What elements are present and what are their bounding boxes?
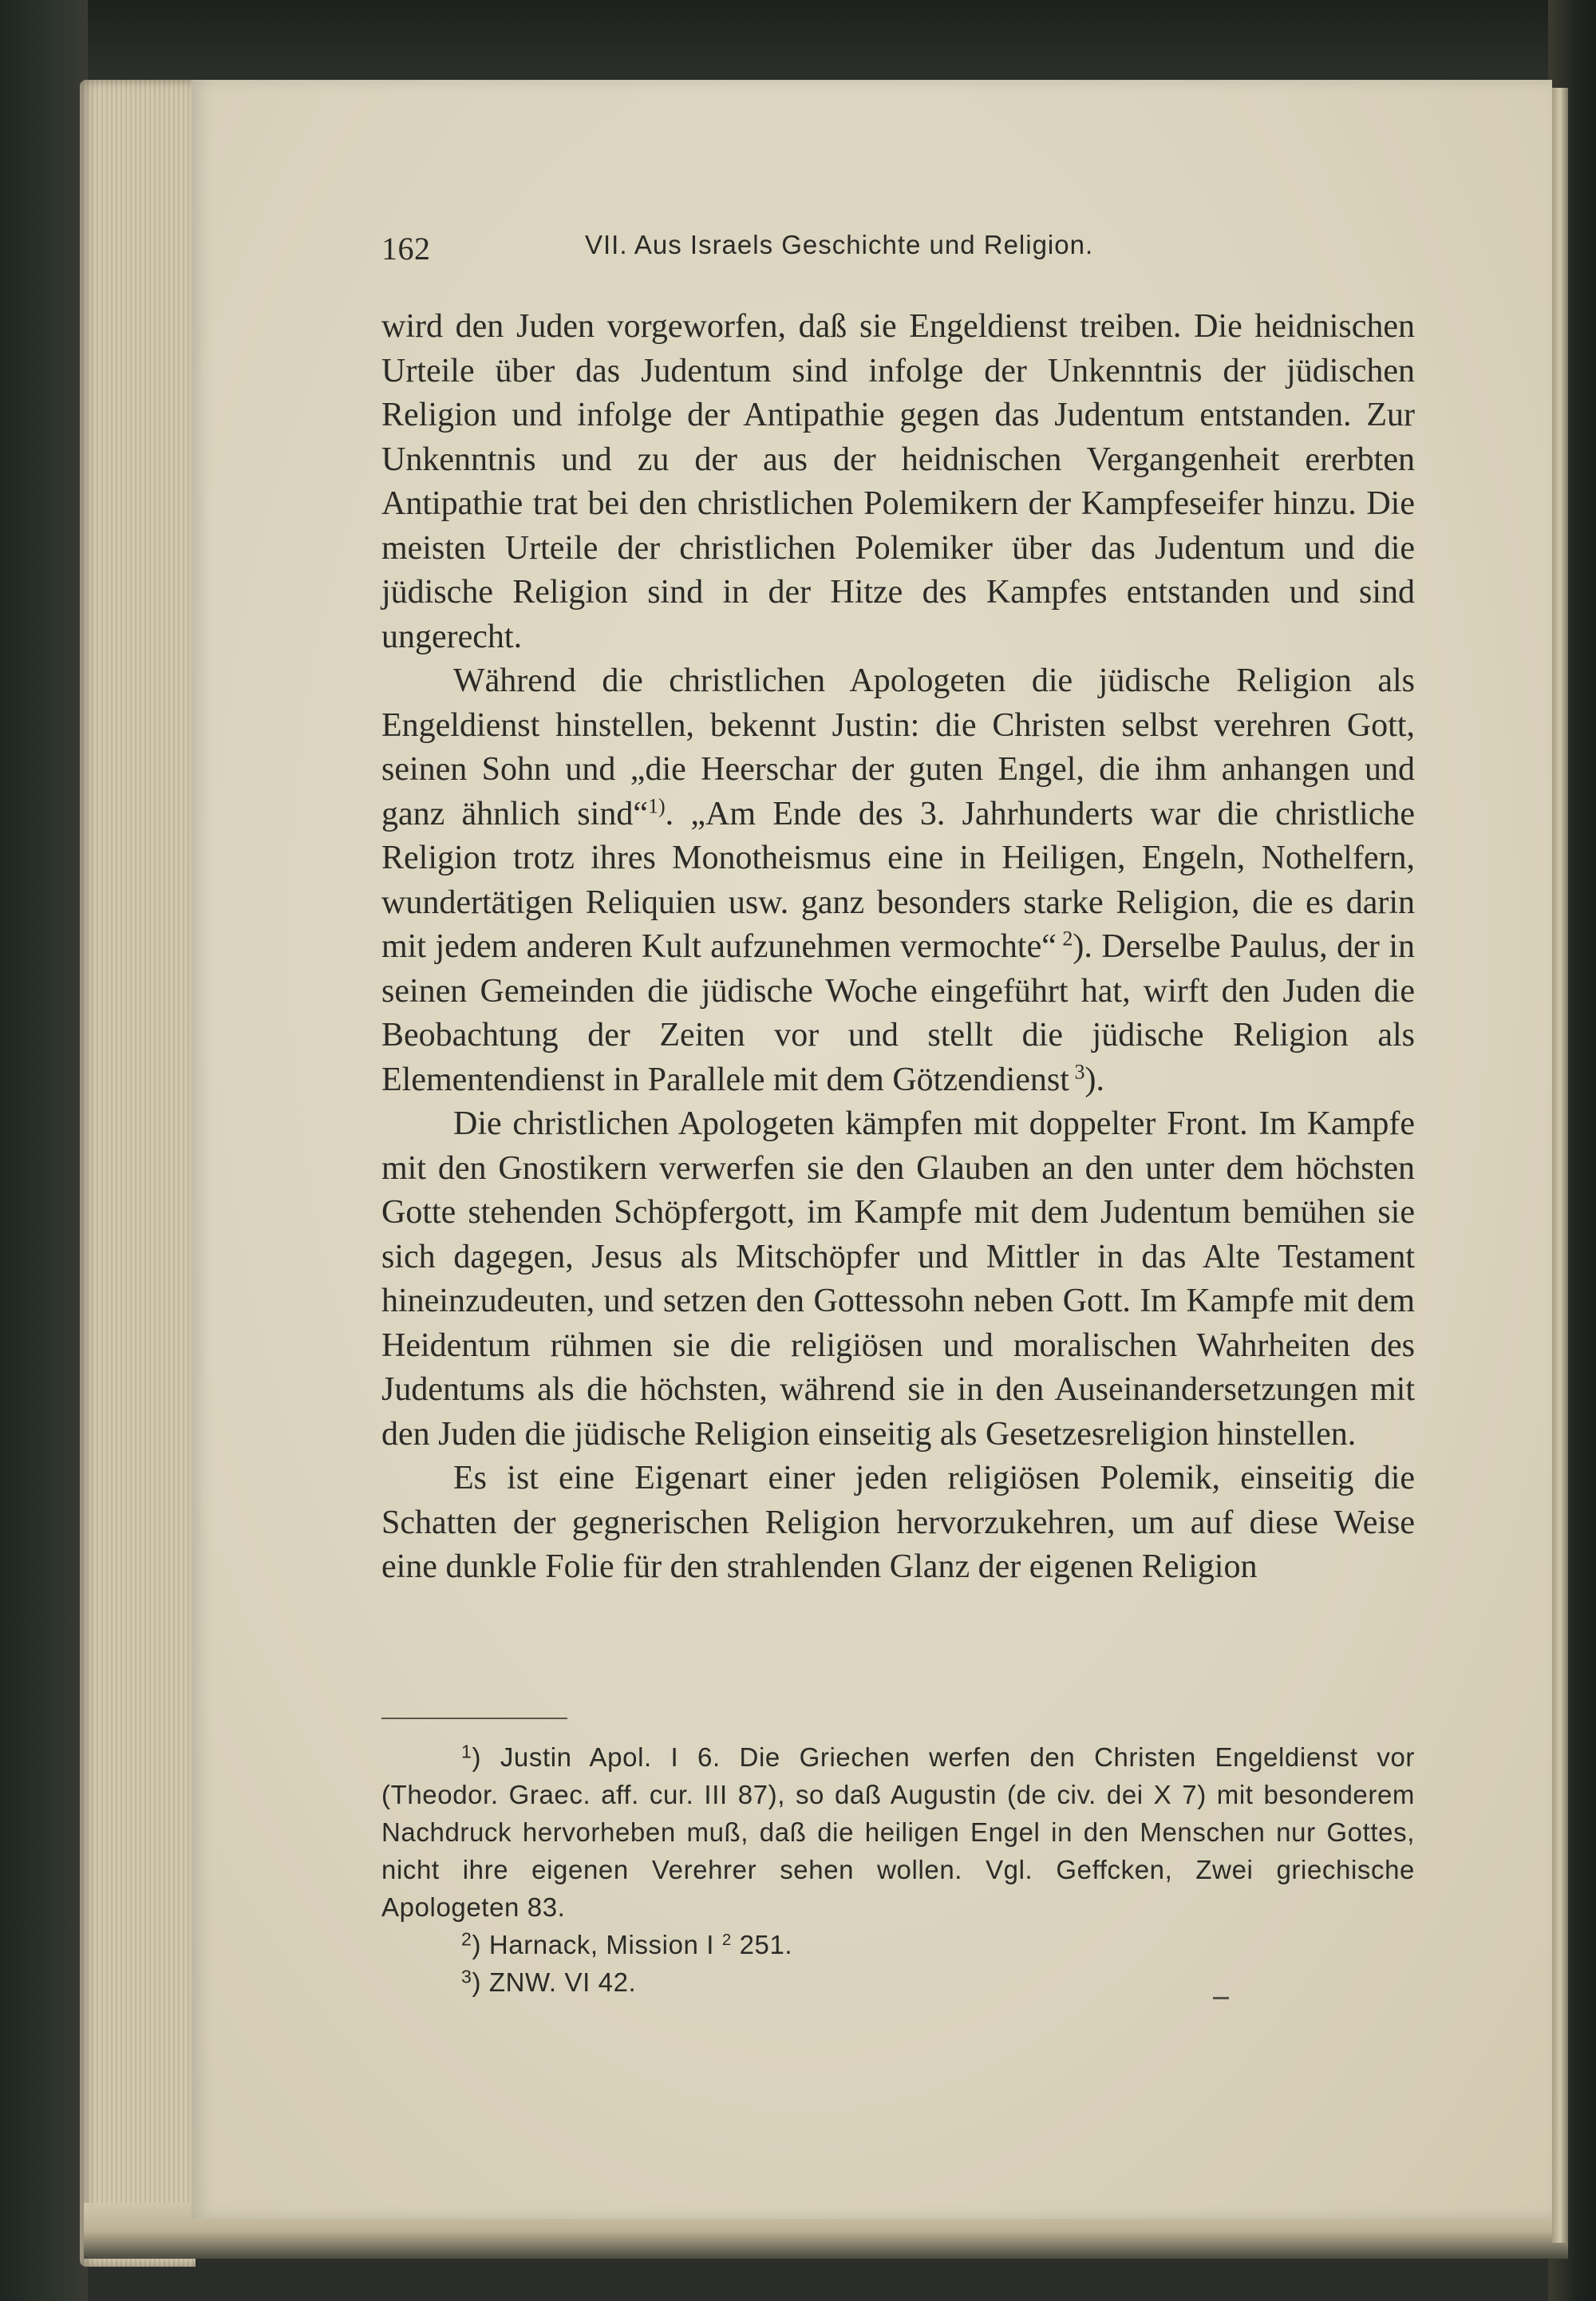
footnote-2-page: 251. [739, 1930, 793, 1959]
paragraph-2-part-b: . „Am Ende des 3. Jahrhunderts war die christliche Religion trotz ihres Monotheismus eine in Heiligen, Engeln, Nothelfern, wundertätigen Reliquien usw. ganz besonders starke Religion, die es darin mit jedem anderen Kult aufzunehmen vermochte“ [381, 795, 1415, 965]
footnote-ref-1: 1) [647, 794, 666, 818]
footnote-3-text: ZNW. VI 42. [488, 1967, 637, 1997]
footnote-ref-3: 3 [1074, 1060, 1085, 1084]
paragraph-2-part-a: Während die christlichen Apologeten die jüdische Religion als Engeldienst hinstellen, bekennt Justin: die Christen selbst verehren Gott, seinen Sohn und „die Heerschar der guten Engel, die ihm anhangen und ganz ähnlich sind“ [381, 662, 1415, 832]
page-edges [80, 80, 196, 2267]
running-title: VII. Aus Israels Geschichte und Religion. [585, 230, 1094, 259]
footnote-2-text: Harnack, Mission I [488, 1930, 715, 1959]
footnote-divider [381, 1718, 567, 1719]
paragraph-2: Während die christlichen Apologeten die jüdische Religion als Engeldienst hinstellen, bekennt Justin: die Christen selbst verehren Gott, seinen Sohn und „die Heerschar der guten Engel, die ihm anhangen und ganz ähnlich sind“$^{1)}$. „Am Ende des 3. Jahrhunderts war die christliche Religion trotz ihres Monotheismus eine in Heiligen, Engeln, Nothelfern, wundertätigen Reliquien usw. ganz besonders starke Religion, die es darin mit jedem anderen Kult aufzunehmen vermochte“ $^2$). Derselbe Paulus, der in seinen Gemeinden die jüdische Woche eingeführt hat, wirft den Juden die Beobachtung der Zeiten vor und stellt die jüdische Religion als Elementendienst in Parallele mit dem Götzendienst $^3$). [381, 662, 1415, 1098]
footnote-2-edition: 2 [721, 1930, 732, 1949]
ink-speck [1213, 1997, 1229, 1999]
footnote-2-mark: 2 [461, 1928, 472, 1950]
footnote-1-mark: 1 [461, 1741, 472, 1762]
footnote-3-mark: 3 [461, 1966, 472, 1987]
paragraph-3: Die christlichen Apologeten kämpfen mit doppelter Front. Im Kampfe mit den Gnostikern verwerfen sie den Glauben an den unter dem höchsten Gotte stehenden Schöpfergott, im Kampfe mit dem Judentum bemühen sie sich dagegen, Jesus als Mitschöpfer und Mittler in das Alte Testament hineinzudeuten, und setzen den Gottessohn neben Gott. Im Kampfe mit dem Heidentum rühmen sie die religiösen und moralischen Wahrheiten des Judentums als die höchsten, während sie in den Auseinandersetzungen mit den Juden die jüdische Religion einseitig als Gesetzesreligion hinstellen. [381, 1105, 1415, 1453]
paragraph-2-part-d: . [1096, 1061, 1104, 1098]
paragraph-2-part-c: . Derselbe Paulus, der in seinen Gemeinden die jüdische Woche eingeführt hat, wirft den Juden die Beobachtung der Zeiten vor und stellt die jüdische Religion als Elementendienst in Parallele mit dem Götzendienst [381, 928, 1415, 1098]
book-cover-top [0, 0, 1596, 76]
paragraph-1: wird den Juden vorgeworfen, daß sie Engeldienst treiben. Die heidnischen Urteile über das Judentum sind infolge der Unkenntnis der jüdischen Religion und infolge der Antipathie gegen das Judentum entstanden. Zur Unkenntnis und zu der aus der heidnischen Vergangenheit ererbten Antipathie trat bei den christlichen Polemikern der Kampfeseifer hinzu. Die meisten Urteile der christlichen Polemiker über das Judentum und die jüdische Religion sind in der Hitze des Kampfes entstanden und sind ungerecht. [381, 308, 1415, 655]
footnotes [381, 1738, 1415, 2001]
footnote-2: $^2$) Harnack, Mission I $^2$ 251. [461, 1928, 793, 1959]
main-text [381, 305, 1415, 1590]
book-cover-left [0, 0, 88, 2301]
footnote-ref-2: 2 [1062, 927, 1073, 951]
page-number: 162 [381, 231, 431, 267]
paragraph-4: Es ist eine Eigenart einer jeden religiösen Polemik, einseitig die Schatten der gegnerischen Religion hervorzukehren, um auf diese Weise eine dunkle Folie für den strahlenden Glanz der eigenen Religion [381, 1460, 1415, 1585]
running-head [381, 230, 1419, 278]
footnote-1-text: Justin Apol. I 6. Die Griechen werfen den Christen Engeldienst vor (Theodor. Graec. aff. cur. III 87), so daß Augustin (de civ. dei X 7) mit besonderem Nachdruck hervorheben muß, daß die heiligen Engel in den Menschen nur Gottes, nicht ihre eigenen Verehrer sehen wollen. Vgl. Geffcken, Zwei griechische Apologeten 83. [381, 1742, 1415, 1922]
footnote-1: $^1$) Justin Apol. I 6. Die Griechen werfen den Christen Engeldienst vor (Theodor. Graec. aff. cur. III 87), so daß Augustin (de civ. dei X 7) mit besonderem Nachdruck hervorheben muß, daß die heiligen Engel in den Menschen nur Gottes, nicht ihre eigenen Verehrer sehen wollen. Vgl. Geffcken, Zwei griechische Apologeten 83. [381, 1741, 1415, 1922]
facing-page-edge [1552, 88, 1568, 2243]
footnote-3: $^3$) ZNW. VI 42. [461, 1966, 637, 1997]
